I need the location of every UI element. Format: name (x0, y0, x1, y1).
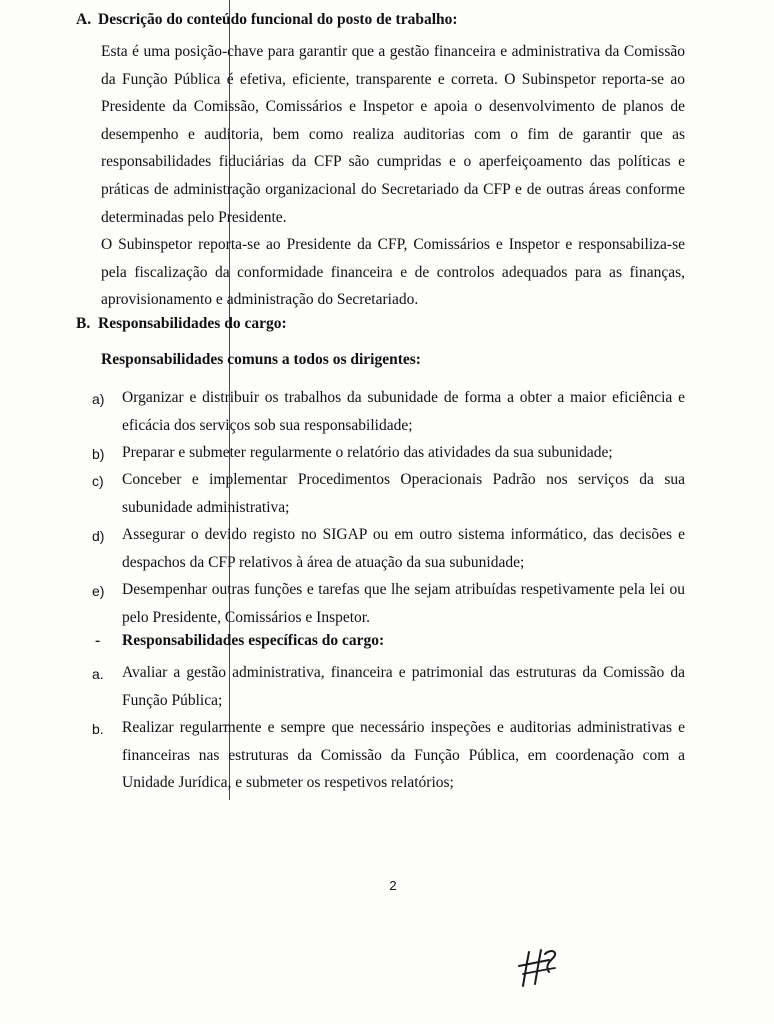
list-item-text: Avaliar a gestão administrativa, financeira e patrimonial das estruturas da Comissão da Função Pública; (122, 664, 685, 709)
list-item (92, 521, 685, 576)
list-item-label: c) (92, 473, 104, 489)
list-item-text: Conceber e implementar Procedimentos Operacionais Padrão nos serviços da sua subunidade administrativa; (122, 471, 685, 516)
specific-responsibilities-title (95, 632, 384, 650)
list-item-label: b) (92, 446, 105, 462)
page-number: 2 (389, 878, 397, 893)
section-b-heading (76, 315, 287, 333)
section-a-letter: A. (76, 11, 92, 28)
list-item-text: Preparar e submeter regularmente o relatório das atividades da sua subunidade; (122, 444, 613, 461)
list-item-label: a. (92, 666, 104, 682)
section-b-letter: B. (76, 315, 91, 332)
specific-responsibilities-label: Responsabilidades específicas do cargo: (122, 632, 385, 649)
dash-bullet: - (95, 632, 101, 649)
list-item (92, 466, 685, 521)
list-item-label: b. (92, 721, 104, 737)
handwritten-initials-signature (515, 948, 565, 990)
list-item (92, 384, 685, 439)
section-a-heading (76, 11, 458, 29)
list-item-text: Desempenhar outras funções e tarefas que lhe sejam atribuídas respetivamente pela lei ou pelo Presidente, Comissários e Inspetor. (122, 581, 685, 626)
list-item (92, 659, 685, 714)
list-item (92, 576, 685, 631)
list-item-label: d) (92, 528, 105, 544)
section-a-title: Descrição do conteúdo funcional do posto de trabalho: (98, 11, 458, 28)
list-item-label: e) (92, 583, 105, 599)
list-item (92, 439, 685, 467)
section-b-title: Responsabilidades do cargo: (98, 315, 287, 332)
list-item-text: Organizar e distribuir os trabalhos da subunidade de forma a obter a maior eficiência e eficácia dos serviços sob sua responsabilidade; (122, 389, 685, 434)
section-a-paragraph-2: O Subinspetor reporta-se ao Presidente da CFP, Comissários e Inspetor e responsabiliza-se pela fiscalização da conformidade financeira e de controlos adequados para as finanças, aprovisionamento e administração do Secretariado. (101, 236, 685, 309)
list-item-text: Realizar regularmente e sempre que necessário inspeções e auditorias administrativas e financeiras nas estruturas da Comissão da Função Pública, em coordenação com a Unidade Jurídica, e submeter os respetivos relatórios; (122, 719, 685, 792)
list-item (92, 714, 685, 797)
list-item-label: a) (92, 391, 105, 407)
list-item-text: Assegurar o devido registo no SIGAP ou em outro sistema informático, das decisões e despachos da CFP relativos à área de atuação da sua subunidade; (122, 526, 685, 571)
common-responsibilities-title: Responsabilidades comuns a todos os dirigentes: (101, 351, 421, 368)
section-a-paragraph-1: Esta é uma posição-chave para garantir que a gestão financeira e administrativa da Comissão da Função Pública é efetiva, eficiente, transparente e correta. O Subinspetor reporta-se ao Presidente da Comissão, Comissários e Inspetor e apoia o desenvolvimento de planos de desempenho e auditoria, bem como realiza auditorias com o fim de garantir que as responsabilidades fiduciárias da CFP são cumpridas e o aperfeiçoamento das políticas e práticas de administração organizacional do Secretariado da CFP e de outras áreas conforme determinadas pelo Presidente. (101, 43, 685, 226)
